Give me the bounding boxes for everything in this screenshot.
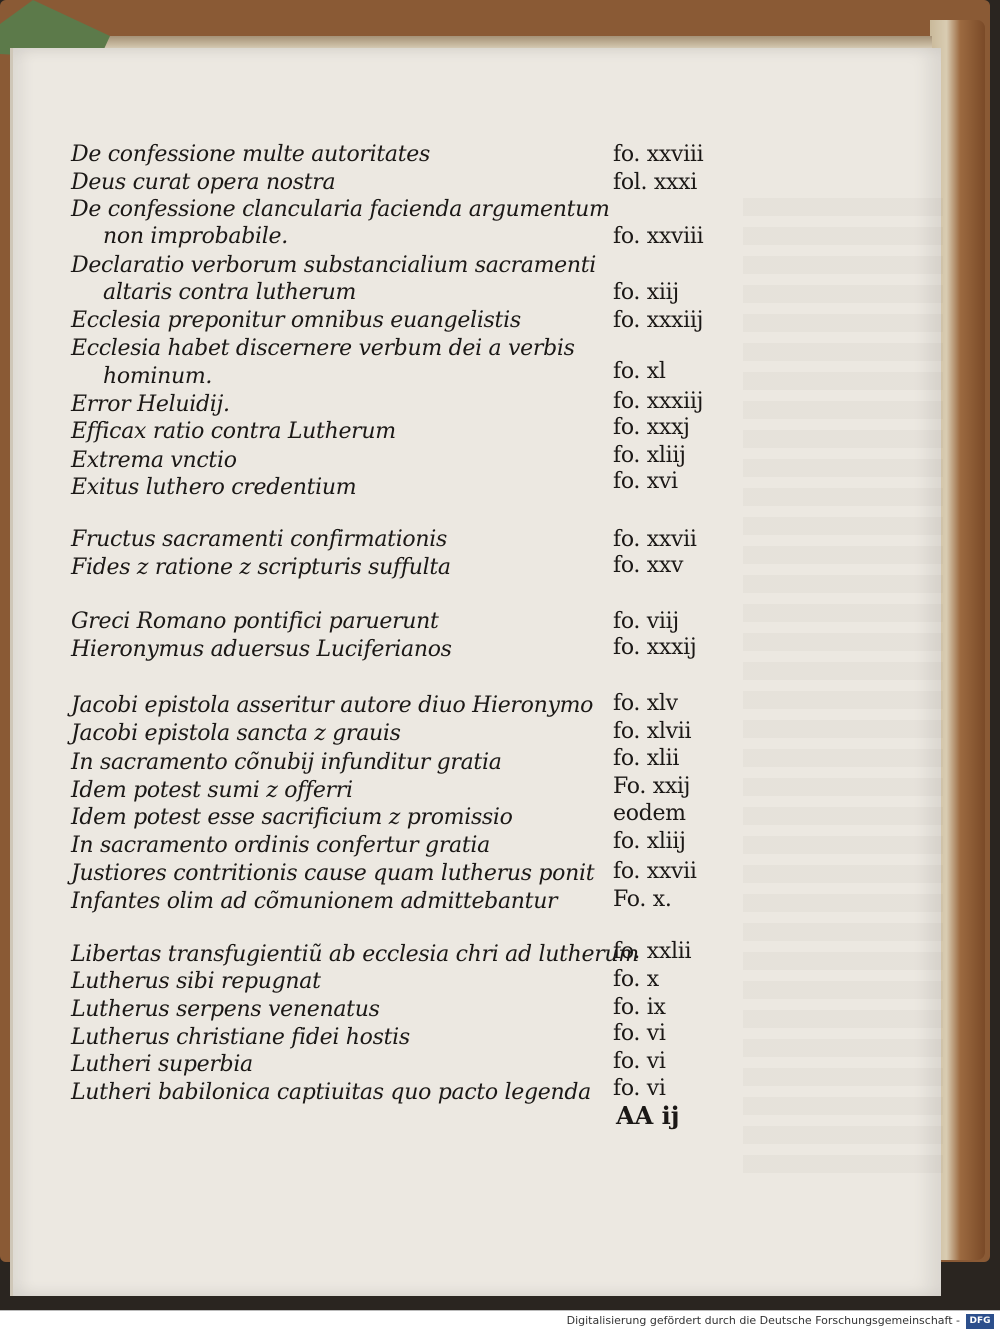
entry-title: In sacramento cõnubij infunditur gratia <box>71 750 502 775</box>
entry-ref: fo. ix <box>613 995 666 1020</box>
entry-ref: fo. vi <box>613 1076 666 1101</box>
entry-title: Lutherus christiane fidei hostis <box>71 1025 410 1050</box>
entry-ref: fo. vi <box>613 1049 666 1074</box>
book-page <box>10 48 941 1296</box>
entry-ref: fo. xxv <box>613 553 684 578</box>
entry-ref: fol. xxxi <box>613 170 697 195</box>
entry-ref: fo. xiij <box>613 280 679 305</box>
dfg-logo: DFG <box>966 1314 994 1329</box>
entry-title: Lutheri superbia <box>71 1052 253 1077</box>
entry-title: Hieronymus aduersus Luciferianos <box>71 637 452 662</box>
entry-ref: Fo. xxij <box>613 774 691 799</box>
entry-ref: fo. xxxij <box>613 635 697 660</box>
entry-ref: fo. xlv <box>613 691 678 716</box>
entry-title: Ecclesia preponitur omnibus euangelistis <box>71 308 521 333</box>
entry-title: Lutherus sibi repugnat <box>71 969 321 994</box>
entry-title: Idem potest esse sacrificium z promissio <box>71 805 513 830</box>
entry-title: De confessione multe autoritates <box>71 142 430 167</box>
entry-title: Idem potest sumi z offerri <box>71 778 353 803</box>
entry-title: Declaratio verborum substancialium sacramenti <box>71 253 597 278</box>
entry-title: Fides z ratione z scripturis suffulta <box>71 555 451 580</box>
entry-ref: fo. xxxj <box>613 415 690 440</box>
entry-title: Lutherus serpens venenatus <box>71 997 380 1022</box>
entry-ref: fo. vi <box>613 1021 666 1046</box>
entry-ref: Fo. x. <box>613 887 672 912</box>
entry-title: hominum. <box>103 364 213 389</box>
entry-title: Exitus luthero credentium <box>71 475 357 500</box>
entry-ref: fo. xliij <box>613 829 686 854</box>
entry-title: altaris contra lutherum <box>103 280 357 305</box>
entry-ref: fo. xl <box>613 359 666 384</box>
entry-ref: fo. xxvii <box>613 527 697 552</box>
entry-title: Infantes olim ad cõmunionem admittebantur <box>71 889 558 914</box>
entry-ref: fo. xvi <box>613 469 678 494</box>
entry-title: Deus curat opera nostra <box>71 170 336 195</box>
entry-title: Libertas transfugientiũ ab ecclesia chri ad lutherum <box>71 942 639 967</box>
entry-title: Lutheri babilonica captiuitas quo pacto legenda <box>71 1080 591 1105</box>
entry-ref: fo. viij <box>613 609 679 634</box>
footer-bar <box>0 1310 1000 1334</box>
entry-title: Jacobi epistola sancta z grauis <box>71 721 401 746</box>
entry-ref: fo. x <box>613 967 659 992</box>
entry-ref: fo. xxlii <box>613 939 692 964</box>
entry-title: non improbabile. <box>103 224 288 249</box>
entry-title: In sacramento ordinis confertur gratia <box>71 833 490 858</box>
entry-title: Justiores contritionis cause quam lutherus ponit <box>71 861 595 886</box>
index-entries <box>13 48 941 1248</box>
entry-title: Fructus sacramenti confirmationis <box>71 527 447 552</box>
entry-title: Extrema vnctio <box>71 448 237 473</box>
entry-ref: fo. xxxiij <box>613 389 704 414</box>
entry-title: Efficax ratio contra Lutherum <box>71 419 396 444</box>
entry-title: De confessione clancularia facienda argumentum <box>71 197 610 222</box>
signature-mark: AA ij <box>616 1101 680 1130</box>
footer-text: Digitalisierung gefördert durch die Deutsche Forschungsgemeinschaft - <box>566 1314 960 1327</box>
entry-title: Ecclesia habet discernere verbum dei a verbis <box>71 336 575 361</box>
entry-ref: fo. xlii <box>613 746 680 771</box>
entry-ref: fo. xlvii <box>613 719 692 744</box>
entry-ref: fo. xxvii <box>613 859 697 884</box>
entry-title: Greci Romano pontifici paruerunt <box>71 609 439 634</box>
entry-ref: eodem <box>613 801 686 826</box>
entry-ref: fo. xliij <box>613 443 686 468</box>
entry-ref: fo. xxviii <box>613 224 704 249</box>
entry-ref: fo. xxxiij <box>613 308 704 333</box>
entry-ref: fo. xxviii <box>613 142 704 167</box>
entry-title: Jacobi epistola asseritur autore diuo Hieronymo <box>71 693 594 718</box>
entry-title: Error Heluidij. <box>71 392 230 417</box>
